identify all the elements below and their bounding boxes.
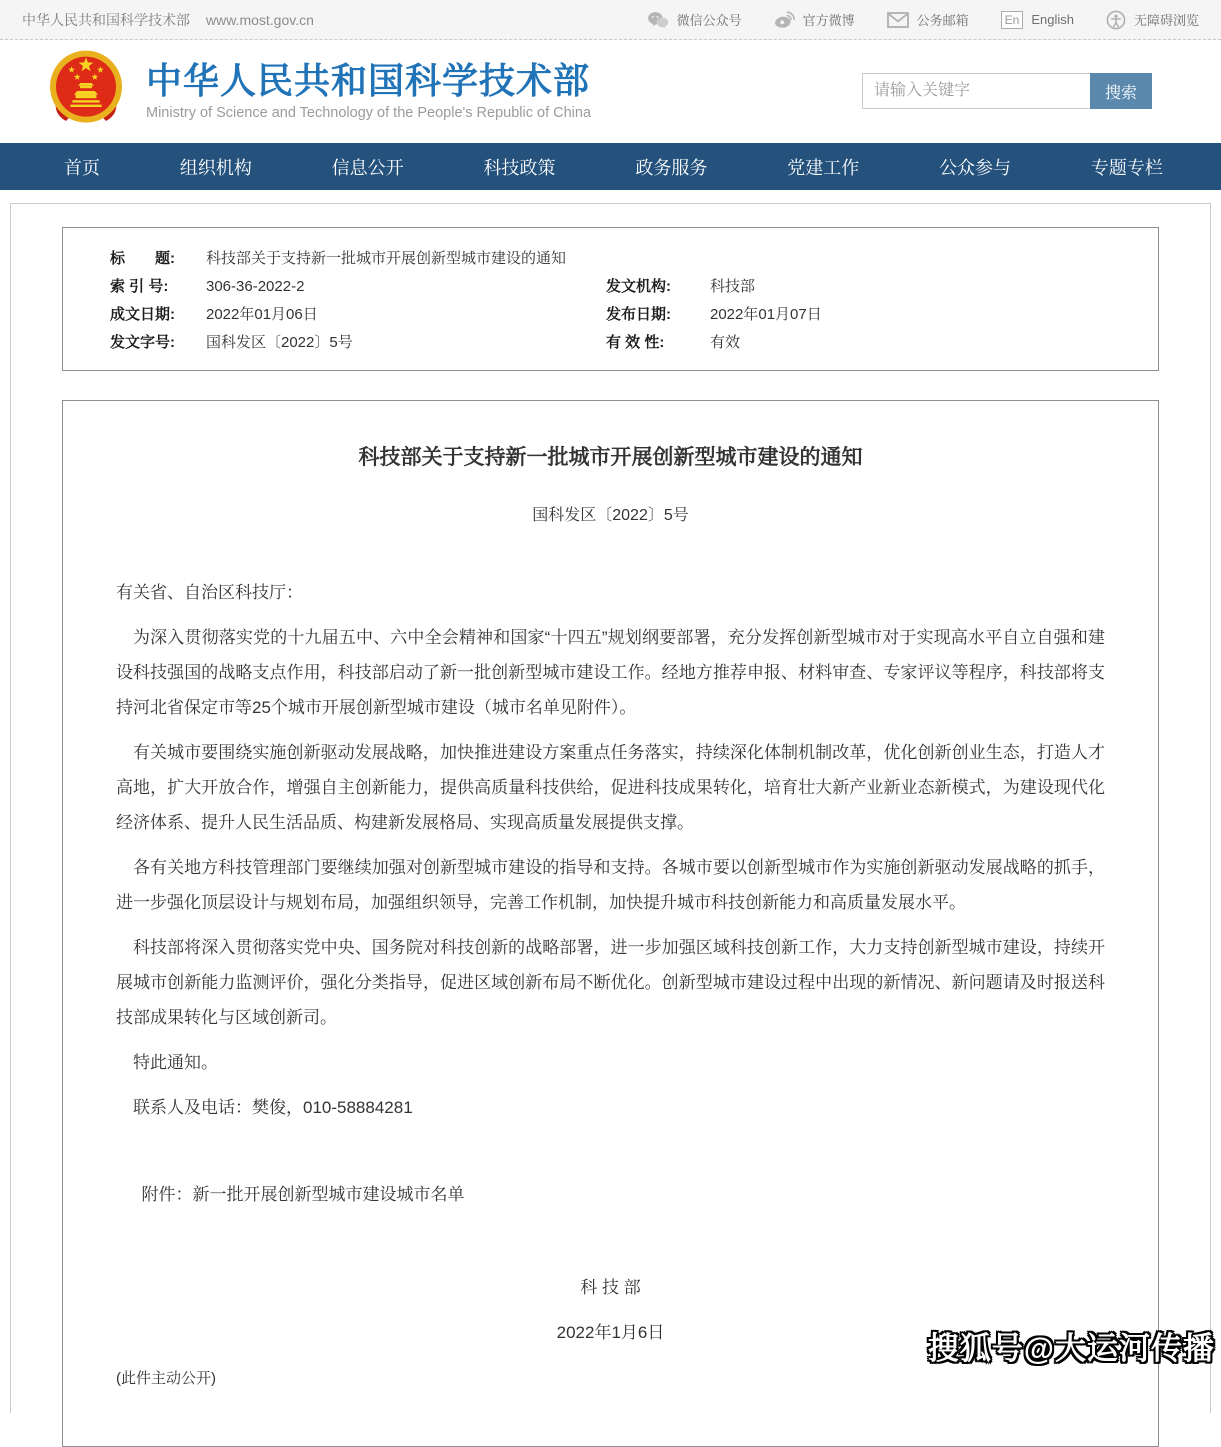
main-nav — [0, 143, 1221, 190]
site-identity — [22, 10, 314, 30]
nav-item-gov-services[interactable]: 政务服务 — [635, 157, 708, 178]
meta-doc-number-value: 国科发区〔2022〕5号 — [206, 334, 353, 351]
nav-item-organization[interactable]: 组织机构 — [179, 157, 252, 178]
document-body-panel — [62, 400, 1159, 1447]
attachment-line: 附件：新一批开展创新型城市建设城市名单 — [141, 1185, 465, 1204]
topbar-link-label: 无障碍浏览 — [1133, 13, 1199, 28]
site-search — [862, 73, 1152, 109]
content-frame — [10, 203, 1211, 1413]
meta-issuer-label: 发文机构: — [606, 278, 671, 295]
topbar-link-weibo[interactable] — [774, 10, 855, 29]
document-text — [116, 575, 1105, 1396]
paragraph: 科技部将深入贯彻落实党中央、国务院对科技创新的战略部署，进一步加强区域科技创新工作，大力支持创新型城市建设，持续开展城市创新能力监测评价，强化分类指导，促进区域创新布局不断优化。创新型城市建设过程中出现的新情况、新问题请及时报送科技部成果转化与区域创新司。 — [116, 938, 1105, 1027]
topbar-link-label: 公务邮箱 — [916, 13, 969, 28]
meta-title-value: 科技部关于支持新一批城市开展创新型城市建设的通知 — [206, 250, 567, 267]
accessibility-icon — [1106, 10, 1126, 30]
sohu-watermark: 搜狐号@大运河传播 — [927, 1331, 1215, 1366]
topbar-link-label: English — [1031, 12, 1074, 27]
meta-validity-value: 有效 — [710, 334, 741, 351]
disclosure-note: (此件主动公开) — [116, 1370, 216, 1387]
english-icon: En — [1001, 11, 1024, 29]
salutation: 有关省、自治区科技厅： — [116, 583, 303, 602]
meta-written-date-label: 成文日期: — [110, 306, 175, 323]
meta-publish-date-label: 发布日期: — [606, 306, 671, 323]
site-title-cn: 中华人民共和国科学技术部 — [146, 59, 591, 101]
meta-title-label: 标 题: — [110, 250, 175, 267]
signature-date: 2022年1月6日 — [556, 1323, 665, 1342]
national-emblem-logo — [46, 49, 126, 134]
topbar-link-wechat[interactable] — [647, 10, 742, 29]
site-logo-home-link[interactable] — [46, 49, 591, 134]
topbar-link-mail[interactable] — [887, 10, 969, 29]
nav-item-special-topics[interactable]: 专题专栏 — [1090, 157, 1163, 178]
topbar-link-accessibility[interactable] — [1106, 10, 1199, 30]
topbar-link-label: 微信公众号 — [676, 13, 742, 28]
site-name: 中华人民共和国科学技术部 — [22, 11, 190, 28]
mail-icon — [887, 12, 909, 28]
contact-line: 联系人及电话：樊俊，010-58884281 — [133, 1098, 413, 1117]
meta-index-value: 306-36-2022-2 — [206, 278, 305, 295]
nav-item-sci-tech-policy[interactable]: 科技政策 — [483, 157, 556, 178]
meta-publish-date-value: 2022年01月07日 — [710, 306, 822, 323]
weibo-icon — [774, 11, 795, 29]
document-number: 国科发区〔2022〕5号 — [532, 507, 689, 524]
nav-item-public-participation[interactable]: 公众参与 — [939, 157, 1012, 178]
wechat-icon — [647, 11, 669, 29]
closing-line: 特此通知。 — [133, 1053, 218, 1072]
paragraph: 为深入贯彻落实党的十九届五中、六中全会精神和国家“十四五”规划纲要部署，充分发挥创新型城市对于实现高水平自立自强和建设科技强国的战略支点作用，科技部启动了新一批创新型城市建设工作。经地方推荐申报、材料审查、专家评议等程序，科技部将支持河北省保定市等25个城市开展创新型城市建设（城市名单见附件）。 — [116, 628, 1105, 717]
brand-text — [146, 59, 592, 122]
document-metadata — [62, 227, 1159, 371]
search-input[interactable] — [862, 73, 1090, 109]
paragraph: 各有关地方科技管理部门要继续加强对创新型城市建设的指导和支持。各城市要以创新型城市作为实施创新驱动发展战略的抓手，进一步强化顶层设计与规划布局，加强组织领导，完善工作机制，加快提升城市科技创新能力和高质量发展水平。 — [116, 858, 1105, 912]
nav-item-party-building[interactable]: 党建工作 — [787, 157, 860, 178]
nav-item-home[interactable]: 首页 — [64, 157, 100, 178]
site-header — [0, 40, 1221, 143]
document-title: 科技部关于支持新一批城市开展创新型城市建设的通知 — [358, 446, 863, 469]
meta-issuer-value: 科技部 — [710, 278, 756, 295]
meta-written-date-value: 2022年01月06日 — [206, 306, 318, 323]
meta-validity-label: 有 效 性: — [606, 334, 665, 351]
search-button[interactable]: 搜索 — [1090, 73, 1152, 109]
meta-index-label: 索 引 号: — [110, 278, 169, 295]
topbar — [0, 0, 1221, 40]
site-url: www.most.gov.cn — [206, 11, 314, 28]
topbar-link-label: 官方微博 — [802, 13, 855, 28]
paragraph: 有关城市要围绕实施创新驱动发展战略，加快推进建设方案重点任务落实，持续深化体制机制改革，优化创新创业生态，打造人才高地，扩大开放合作，增强自主创新能力，提供高质量科技供给，促进科技成果转化，培育壮大新产业新业态新模式，为建设现代化经济体系、提升人民生活品质、构建新发展格局、实现高质量发展提供支撑。 — [116, 743, 1105, 832]
nav-item-info-disclosure[interactable]: 信息公开 — [331, 157, 404, 178]
site-title-en: Ministry of Science and Technology of the People's Republic of China — [146, 105, 592, 122]
topbar-links — [647, 10, 1199, 30]
topbar-link-english[interactable] — [1001, 11, 1074, 29]
meta-doc-number-label: 发文字号: — [110, 334, 175, 351]
signature-agency: 科 技 部 — [580, 1278, 641, 1297]
